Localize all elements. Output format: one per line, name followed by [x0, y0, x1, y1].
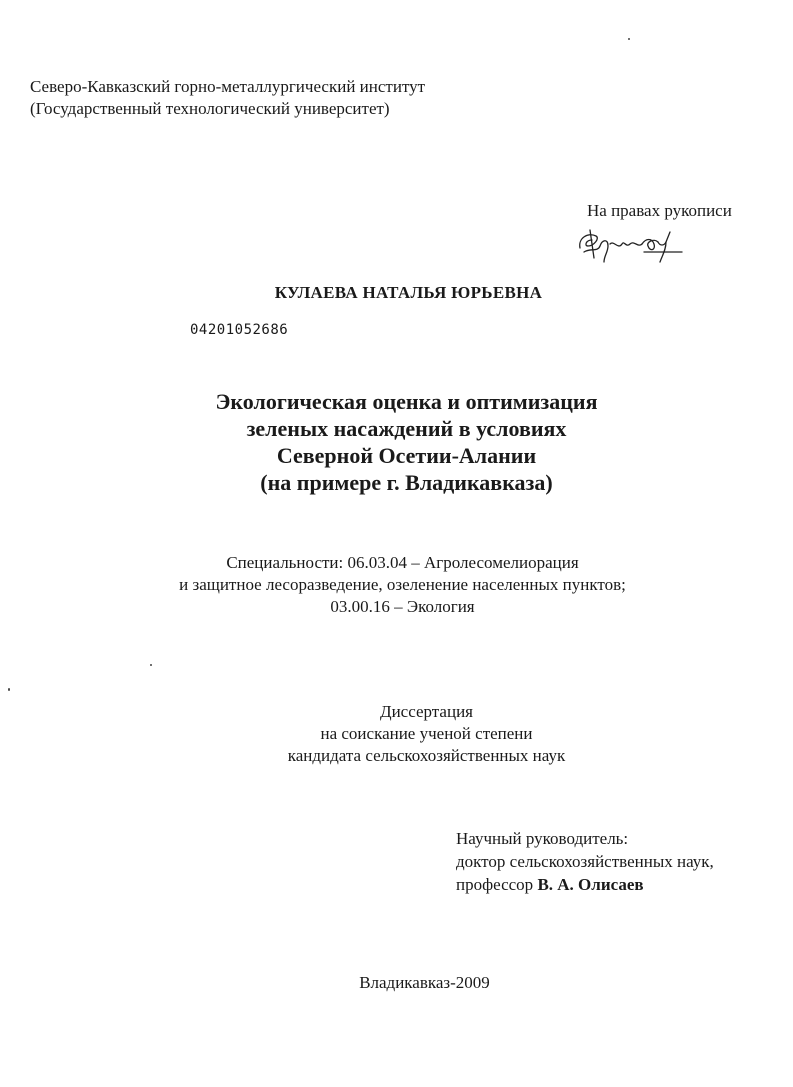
- dissertation-line-1: Диссертация: [379, 702, 473, 721]
- supervisor-name: В. А. Олисаев: [537, 875, 644, 894]
- supervisor-label: Научный руководитель:: [456, 829, 629, 848]
- title-line-3: Северной Осетии-Алании: [276, 443, 537, 468]
- registration-code: 04201052686: [190, 322, 289, 338]
- institution-name: [30, 76, 793, 120]
- specialty-line-3: 03.00.16 – Экология: [330, 597, 475, 616]
- institution-line-1: Северо-Кавказский горно-металлургический институт: [30, 77, 426, 96]
- supervisor-rank-line: [456, 873, 714, 896]
- city-year: Владикавказ-2009: [359, 973, 490, 992]
- supervisor-degree: доктор сельскохозяйственных наук,: [456, 852, 714, 871]
- specialty-block: [6, 552, 793, 618]
- scan-speck: [8, 688, 10, 691]
- dissertation-line-2: на соискание ученой степени: [320, 724, 533, 743]
- dissertation-title: [10, 388, 793, 496]
- manuscript-note: На правах рукописи: [587, 201, 732, 220]
- dissertation-degree-block: [30, 701, 793, 767]
- dissertation-line-3: кандидата сельскохозяйственных наук: [287, 746, 566, 765]
- specialty-line-1: Специальности: 06.03.04 – Агролесомелиорация: [226, 553, 579, 572]
- author-signature: [574, 222, 686, 268]
- supervisor-rank: профессор: [456, 875, 534, 894]
- supervisor-block: [456, 827, 714, 896]
- title-line-2: зеленых насаждений в условиях: [246, 416, 567, 441]
- specialty-line-2: и защитное лесоразведение, озеленение населенных пунктов;: [179, 575, 626, 594]
- title-line-4: (на примере г. Владикавказа): [260, 470, 553, 495]
- scan-speck: [628, 38, 630, 40]
- title-line-1: Экологическая оценка и оптимизация: [215, 389, 598, 414]
- scan-speck: [150, 664, 152, 666]
- institution-line-2: (Государственный технологический университет): [30, 99, 390, 118]
- author-name: КУЛАЕВА НАТАЛЬЯ ЮРЬЕВНА: [274, 283, 543, 302]
